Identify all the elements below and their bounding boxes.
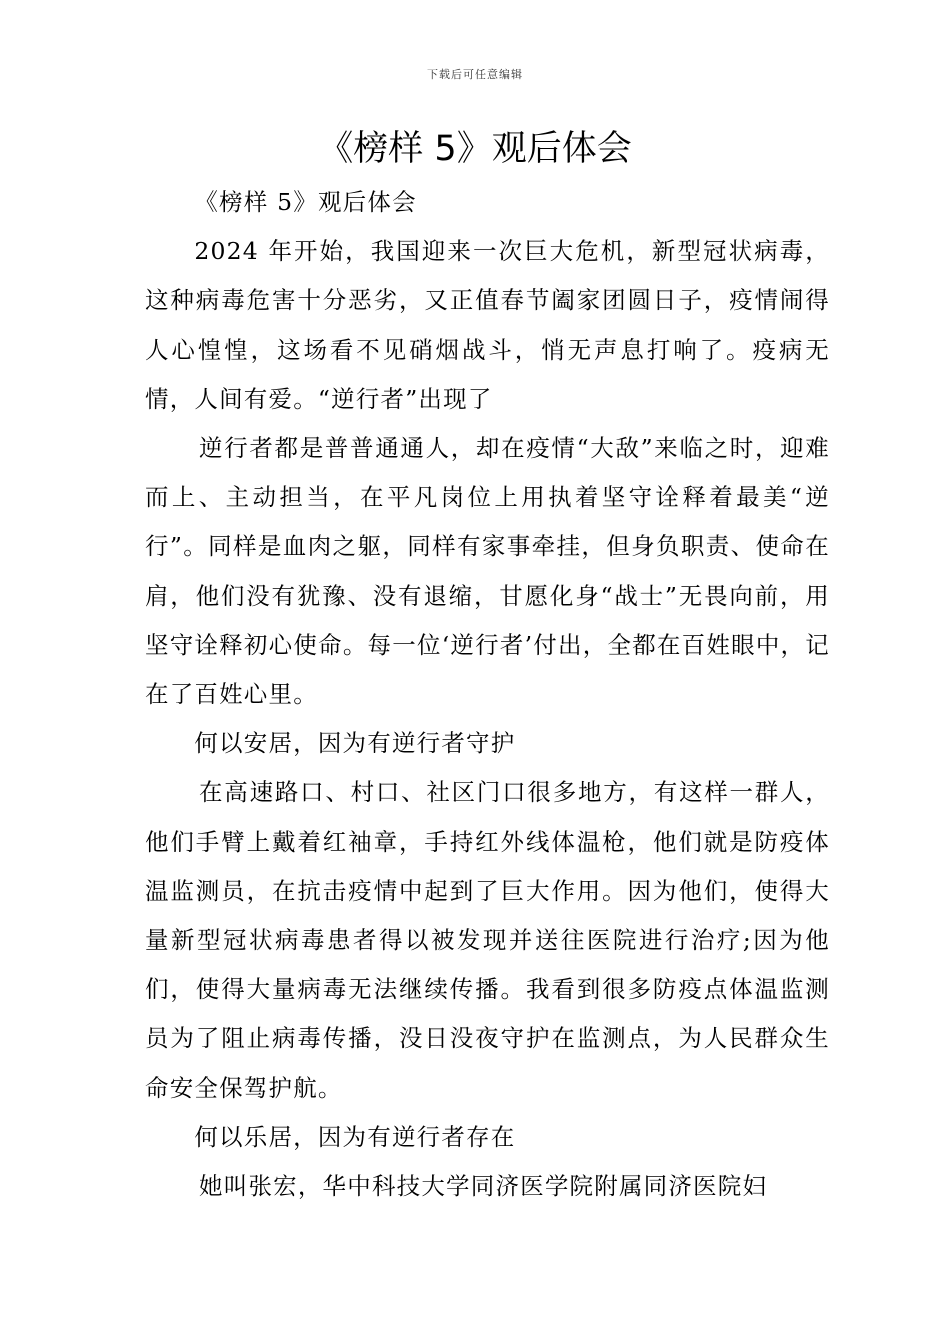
document-title: 《榜样 5》观后体会: [318, 129, 632, 169]
section-heading: 何以乐居，因为有逆行者存在: [194, 1122, 516, 1151]
header-note: 下载后可任意编辑: [427, 68, 523, 81]
document-body: [145, 178, 830, 1211]
section-heading: 何以安居，因为有逆行者守护: [194, 729, 516, 758]
body-paragraph: 她叫张宏，华中科技大学同济医学院附属同济医院妇: [199, 1172, 768, 1201]
body-paragraph: 2024 年开始，我国迎来一次巨大危机，新型冠状病毒，这种病毒危害十分恶劣，又正值春节阖家团圆日子，疫情闹得人心惶惶，这场看不见硝烟战斗，悄无声息打响了。疫病无情，人间有爱。“逆行者”出现了: [145, 237, 830, 413]
body-paragraph: 逆行者都是普普通通人，却在疫情“大敌”来临之时，迎难而上、主动担当，在平凡岗位上用执着坚守诠释着最美“逆行”。同样是血肉之躯，同样有家事牵挂，但身负职责、使命在肩，他们没有犹豫、没有退缩，甘愿化身“战士”无畏向前，用坚守诠释初心使命。每一位‘逆行者’付出，全都在百姓眼中，记在了百姓心里。: [145, 434, 830, 709]
body-paragraph: 在高速路口、村口、社区门口很多地方，有这样一群人，他们手臂上戴着红袖章，手持红外线体温枪，他们就是防疫体温监测员，在抗击疫情中起到了巨大作用。因为他们，使得大量新型冠状病毒患者得以被发现并送往医院进行治疗;因为他们，使得大量病毒无法继续传播。我看到很多防疫点体温监测员为了阻止病毒传播，没日没夜守护在监测点，为人民群众生命安全保驾护航。: [145, 778, 830, 1102]
subtitle-paragraph: 《榜样 5》观后体会: [194, 188, 417, 216]
